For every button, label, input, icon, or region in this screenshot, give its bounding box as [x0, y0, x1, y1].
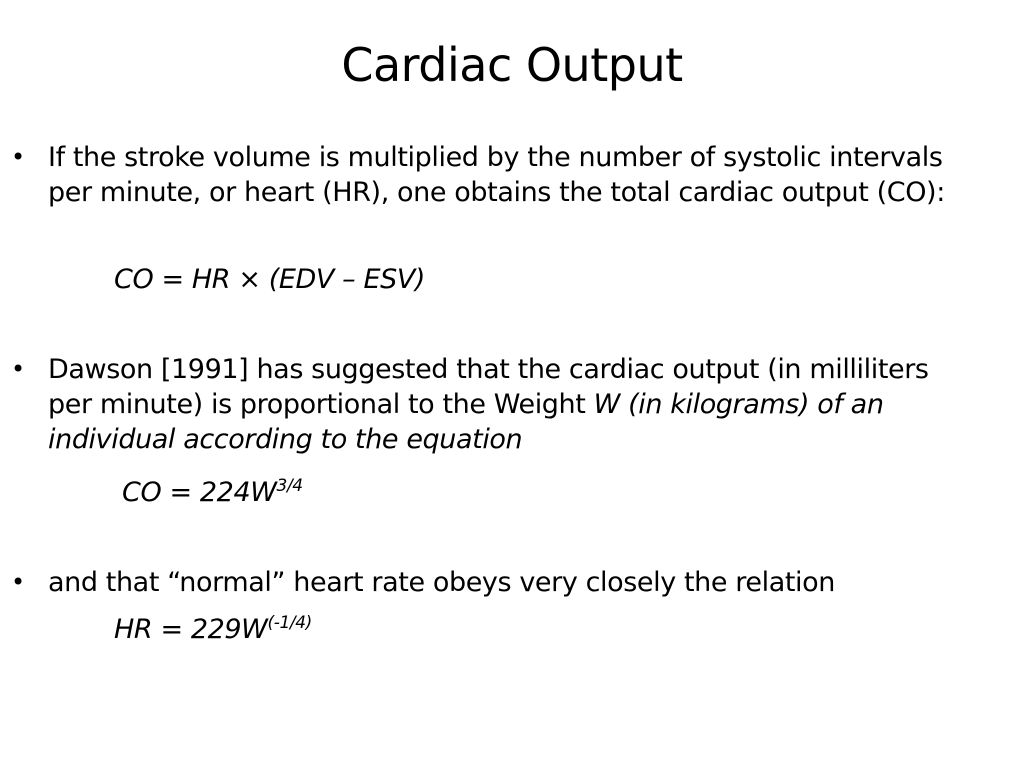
bullet-dawson	[11, 352, 978, 457]
bullet-text: and that “normal” heart rate obeys very closely the relation	[48, 567, 835, 598]
equation-co-weight	[122, 475, 303, 510]
bullet-dot: •	[11, 568, 25, 596]
bullet-heart-rate	[11, 565, 978, 600]
bullet-text-italic: W (in kilograms) of an individual according to the equation	[48, 389, 884, 455]
equation-cardiac-output: CO = HR × (EDV – ESV)	[114, 264, 426, 295]
equation-base: CO = 224W	[122, 477, 277, 508]
equation-hr-weight	[114, 612, 312, 647]
bullet-dot: •	[11, 355, 25, 383]
slide-title: Cardiac Output	[341, 38, 683, 92]
equation-exponent: 3/4	[276, 476, 303, 496]
bullet-stroke-volume	[11, 140, 978, 210]
equation-exponent: (-1/4)	[267, 613, 312, 633]
bullet-text: Dawson [1991] has suggested that the cardiac output (in milliliters per minute) is proportional to the Weight	[48, 354, 929, 420]
bullet-text: If the stroke volume is multiplied by the number of systolic intervals per minute, or heart (HR), one obtains the total cardiac output (CO):	[48, 142, 945, 208]
bullet-dot: •	[11, 143, 25, 171]
equation-base: HR = 229W	[114, 614, 268, 645]
